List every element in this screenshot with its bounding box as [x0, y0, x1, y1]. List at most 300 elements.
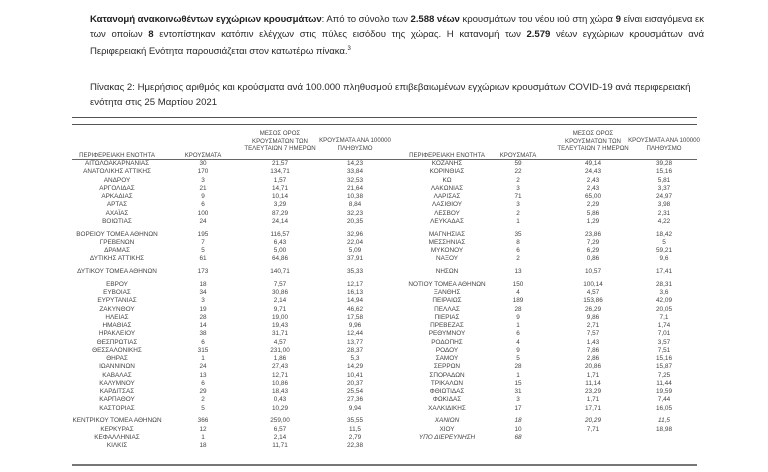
- cell-unit: ΔΥΤΙΚΟΥ ΤΟΜΕΑ ΑΘΗΝΩΝ: [77, 268, 157, 276]
- cell-unit: ΞΑΝΘΗΣ: [433, 289, 461, 297]
- cell-cases: 13: [199, 371, 207, 379]
- cell-unit: ΚΑΛΥΜΝΟΥ: [99, 379, 135, 387]
- cell-cases: 22: [514, 168, 522, 176]
- cell-cases: 2: [516, 176, 520, 184]
- cell-per100k: 2,31: [657, 209, 671, 217]
- cell-avg7: 116,57: [270, 230, 290, 238]
- header-per100k-line1: ΚΡΟΥΣΜΑΤΑ ΑΝΑ 100000: [319, 137, 391, 144]
- header-avg7-line2: ΚΡΟΥΣΜΑΤΩΝ ΤΩΝ: [252, 137, 308, 145]
- cell-cases: 9: [201, 193, 205, 200]
- cell-avg7: 1,43: [586, 338, 600, 346]
- cell-avg7: 2,86: [586, 355, 600, 363]
- header-per100k-line2: ΠΛΗΘΥΣΜΟ: [337, 144, 373, 152]
- cell-unit: ΒΟΙΩΤΙΑΣ: [102, 217, 132, 225]
- cell-avg7: 12,71: [272, 371, 288, 379]
- cell-avg7: 6,43: [273, 238, 287, 246]
- cell-per100k: 3,98: [657, 201, 671, 209]
- cell-unit: ΣΕΡΡΩΝ: [433, 363, 461, 371]
- cell-cases: 2: [516, 209, 520, 217]
- cell-per100k: 7,25: [657, 371, 671, 379]
- cell-unit: ΛΕΣΒΟΥ: [434, 209, 460, 217]
- cell-per100k: 9,6: [659, 255, 669, 263]
- cell-unit: ΚΟΖΑΝΗΣ: [431, 160, 463, 167]
- header-cases-left: ΚΡΟΥΣΜΑΤΑ: [184, 152, 222, 159]
- cell-unit: ΝΟΤΙΟΥ ΤΟΜΕΑ ΑΘΗΝΩΝ: [408, 280, 486, 288]
- cell-unit: ΦΩΚΙΔΑΣ: [432, 396, 462, 404]
- cell-cases: 1: [516, 371, 520, 379]
- cell-unit: ΘΗΡΑΣ: [106, 355, 128, 363]
- cell-per100k: 37,91: [347, 255, 363, 263]
- cell-unit: ΤΡΙΚΑΛΩΝ: [430, 379, 464, 387]
- cell-unit: ΚΩ: [442, 176, 452, 184]
- cell-unit: ΧΑΝΙΩΝ: [434, 417, 460, 425]
- cell-unit: ΛΑΣΙΘΙΟΥ: [431, 201, 463, 209]
- cell-unit: ΗΜΑΘΙΑΣ: [102, 322, 132, 330]
- cell-unit: ΜΥΚΟΝΟΥ: [430, 247, 464, 255]
- cell-avg7: 10,29: [272, 404, 288, 412]
- cell-unit: ΠΕΙΡΑΙΩΣ: [432, 297, 462, 305]
- cell-per100k: 42,09: [656, 297, 672, 305]
- imported-cases: 9: [615, 14, 621, 25]
- table-row: [0, 434, 768, 442]
- header-unit-left: ΠΕΡΙΦΕΡΕΙΑΚΗ ΕΝΟΤΗΤΑ: [79, 152, 155, 159]
- cell-avg7: 4,57: [586, 289, 600, 297]
- table-row: [0, 255, 768, 263]
- cell-avg7: 19,43: [272, 322, 288, 330]
- header-per100k-left: [305, 137, 405, 152]
- header-per100k-right: [614, 137, 714, 152]
- cell-per100k: 9,94: [348, 404, 362, 412]
- cell-unit: ΖΑΚΥΝΘΟΥ: [99, 305, 135, 313]
- cell-unit: ΑΡΤΑΣ: [106, 201, 128, 209]
- cell-avg7: 2,14: [273, 433, 287, 441]
- cell-avg7: 18,43: [272, 388, 288, 396]
- cell-unit: ΛΕΥΚΑΔΑΣ: [430, 217, 464, 225]
- table-row: [0, 168, 768, 176]
- cell-cases: 6: [201, 338, 205, 346]
- total-new-cases: 2.588 νέων: [410, 14, 460, 25]
- table-row: [0, 426, 768, 434]
- intro-text-1: : Από το σύνολο των: [321, 14, 411, 25]
- cell-cases: 1: [201, 355, 205, 363]
- cell-avg7: 10,86: [272, 379, 288, 387]
- intro-text-2: κρουσμάτων του νέου ιού στη χώρα: [459, 14, 616, 25]
- cell-avg7: 7,29: [586, 238, 600, 246]
- cell-avg7: 153,86: [583, 297, 603, 305]
- cell-per100k: 7,51: [657, 346, 671, 354]
- cell-unit: ΣΠΟΡΑΔΩΝ: [429, 371, 465, 379]
- cell-cases: 315: [197, 346, 209, 354]
- cell-cases: 6: [516, 330, 520, 338]
- cell-cases: 3: [516, 184, 520, 192]
- cell-per100k: 1,74: [657, 322, 671, 330]
- table-row: [0, 330, 768, 338]
- cell-unit: ΧΙΟΥ: [439, 425, 455, 433]
- table-row: [0, 363, 768, 371]
- cell-cases: 195: [197, 230, 209, 238]
- cell-per100k: 16,05: [656, 404, 672, 412]
- cell-avg7: 65,00: [585, 193, 601, 200]
- table-row: [0, 201, 768, 209]
- cell-avg7: 17,71: [585, 404, 601, 412]
- cell-avg7: 5,00: [273, 247, 287, 255]
- cell-cases: 170: [197, 168, 209, 176]
- cell-unit: ΑΡΚΑΔΙΑΣ: [101, 193, 133, 200]
- cell-cases: 28: [199, 313, 207, 321]
- cell-avg7: 231,00: [270, 346, 290, 354]
- cell-cases: 29: [199, 388, 207, 396]
- cell-avg7: 1,57: [273, 176, 287, 184]
- cell-avg7: 3,29: [273, 201, 287, 209]
- cell-cases: 1: [201, 433, 205, 441]
- cell-per100k: 15,16: [656, 168, 672, 176]
- border-cases: 8: [148, 29, 154, 40]
- cell-unit: ΑΧΑΪΑΣ: [105, 209, 129, 217]
- cell-per100k: 8,84: [348, 201, 362, 209]
- cell-cases: 2: [201, 396, 205, 404]
- cell-cases: 30: [199, 160, 207, 167]
- cell-per100k: 11,5: [658, 417, 670, 425]
- cell-unit: ΛΑΚΩΝΙΑΣ: [430, 184, 464, 192]
- cell-cases: 59: [514, 160, 522, 167]
- cell-avg7: 87,29: [272, 209, 288, 217]
- table-row: [0, 268, 768, 276]
- cell-cases: 100: [197, 209, 209, 217]
- header-avg7-line1: ΜΕΣΟΣ ΟΡΟΣ: [572, 130, 614, 137]
- cell-per100k: 20,05: [656, 305, 672, 313]
- cell-cases: 61: [199, 255, 207, 263]
- cell-unit: ΚΕΦΑΛΛΗΝΙΑΣ: [94, 433, 140, 441]
- cell-per100k: 5,09: [348, 247, 362, 255]
- cell-avg7: 24,43: [585, 168, 601, 176]
- table-row: [0, 339, 768, 347]
- cell-unit: ΜΑΓΝΗΣΙΑΣ: [428, 230, 466, 238]
- cell-per100k: 25,54: [347, 388, 363, 396]
- header-avg7-line1: ΜΕΣΟΣ ΟΡΟΣ: [259, 130, 301, 137]
- cell-per100k: 7,01: [657, 330, 671, 338]
- cell-unit: ΗΛΕΙΑΣ: [105, 313, 129, 321]
- cell-cases: 10: [514, 425, 522, 433]
- header-avg7-line3: ΤΕΛΕΥΤΑΙΩΝ 7 ΗΜΕΡΩΝ: [557, 145, 629, 153]
- table-row: [0, 281, 768, 289]
- table-bottom-rule: [72, 464, 697, 466]
- cell-unit: ΡΟΔΟΥ: [435, 346, 459, 354]
- cell-avg7: 9,86: [586, 313, 600, 321]
- cell-avg7: 10,14: [272, 193, 288, 200]
- cell-avg7: 7,71: [586, 425, 600, 433]
- table-row: [0, 297, 768, 305]
- footnote-ref[interactable]: 3: [347, 46, 351, 52]
- table-row: [0, 314, 768, 322]
- cell-unit: ΡΕΘΥΜΝΟΥ: [428, 330, 466, 338]
- cell-cases: 150: [512, 280, 524, 288]
- cell-cases: 366: [197, 417, 209, 425]
- intro-text-4: εντοπίστηκαν κατόπιν ελέγχων στις πύλες εισόδου της χώρας. Η κατανομή των: [153, 29, 527, 40]
- domestic-cases: 2.579: [526, 29, 551, 40]
- cell-cases: 6: [516, 247, 520, 255]
- intro-text-3: είναι εισαγόμενα εκ των οποίων: [90, 14, 704, 40]
- cell-avg7: 2,43: [586, 184, 600, 192]
- header-per100k-line1: ΚΡΟΥΣΜΑΤΑ ΑΝΑ 100000: [628, 137, 700, 144]
- cell-avg7: 21,57: [272, 160, 288, 167]
- cell-cases: 12: [199, 425, 207, 433]
- cell-avg7: 134,71: [270, 168, 290, 176]
- cell-per100k: 35,55: [347, 417, 363, 425]
- cell-unit: ΥΠΟ ΔΙΕΡΕΥΝΗΣΗ: [418, 433, 476, 441]
- table-row: [0, 306, 768, 314]
- cell-per100k: 3,57: [657, 338, 671, 346]
- cell-unit: ΚΕΝΤΡΙΚΟΥ ΤΟΜΕΑ ΑΘΗΝΩΝ: [72, 417, 162, 425]
- cell-avg7: 140,71: [270, 268, 290, 276]
- cell-avg7: 31,71: [272, 330, 288, 338]
- cell-avg7: 2,71: [586, 322, 600, 330]
- cell-unit: ΛΑΡΙΣΑΣ: [433, 193, 461, 200]
- cell-avg7: 11,71: [272, 442, 288, 450]
- cell-cases: 21: [199, 184, 207, 192]
- cell-avg7: 2,29: [586, 201, 600, 209]
- cell-unit: ΕΒΡΟΥ: [106, 280, 128, 288]
- cell-cases: 7: [201, 238, 205, 246]
- cell-unit: ΔΡΑΜΑΣ: [104, 247, 130, 255]
- cell-unit: ΑΙΤΩΛΟΑΚΑΡΝΑΝΙΑΣ: [84, 160, 150, 167]
- cell-unit: ΡΟΔΟΠΗΣ: [431, 338, 463, 346]
- cell-unit: ΠΙΕΡΙΑΣ: [434, 313, 460, 321]
- cell-unit: ΚΕΡΚΥΡΑΣ: [100, 425, 134, 433]
- intro-lead: Κατανομή ανακοινωθέντων εγχώριων κρουσμάτων: [90, 14, 322, 25]
- cell-unit: ΝΗΣΩΝ: [435, 268, 459, 276]
- cell-per100k: 4,22: [657, 217, 671, 225]
- cell-cases: 1: [516, 322, 520, 330]
- cell-per100k: 7,1: [659, 313, 669, 321]
- cell-unit: ΠΡΕΒΕΖΑΣ: [430, 322, 464, 330]
- cell-cases: 31: [514, 388, 522, 396]
- table-row: [0, 372, 768, 380]
- cell-unit: ΘΕΣΠΡΩΤΙΑΣ: [96, 338, 138, 346]
- cell-unit: ΔΥΤΙΚΗΣ ΑΤΤΙΚΗΣ: [89, 255, 145, 263]
- cell-per100k: 35,33: [347, 268, 363, 276]
- cell-avg7: 7,57: [586, 330, 600, 338]
- cell-per100k: 32,96: [347, 230, 363, 238]
- header-unit-right: ΠΕΡΙΦΕΡΕΙΑΚΗ ΕΝΟΤΗΤΑ: [409, 152, 485, 159]
- table-row: [0, 347, 768, 355]
- cell-cases: 19: [199, 305, 207, 313]
- intro-text-5: νέων εγχώριων κρουσμάτων ανά Περιφερειακή Ενότητα παρουσιάζεται στον κατωτέρω πίνακα.: [90, 29, 704, 58]
- cell-cases: 14: [199, 322, 207, 330]
- cell-avg7: 24,14: [272, 217, 288, 225]
- cell-unit: ΝΑΞΟΥ: [435, 255, 459, 263]
- cell-per100k: 14,29: [347, 363, 363, 371]
- cell-cases: 18: [514, 417, 522, 425]
- cell-cases: 6: [201, 201, 205, 209]
- cell-avg7: 1,71: [586, 371, 600, 379]
- cell-per100k: 3,37: [657, 184, 671, 192]
- table-row: [0, 396, 768, 404]
- cell-per100k: 24,97: [656, 193, 672, 200]
- cell-per100k: 3,6: [659, 289, 669, 297]
- cell-avg7: 27,43: [272, 363, 288, 371]
- cell-cases: 38: [199, 330, 207, 338]
- cell-avg7: 0,86: [586, 255, 600, 263]
- cell-cases: 8: [516, 238, 520, 246]
- cell-per100k: 13,77: [347, 338, 363, 346]
- cell-unit: ΚΑΡΠΑΘΟΥ: [99, 396, 135, 404]
- cell-avg7: 11,14: [585, 379, 601, 387]
- cell-unit: ΘΕΣΣΑΛΟΝΙΚΗΣ: [92, 346, 142, 354]
- cell-unit: ΠΕΛΛΑΣ: [434, 305, 460, 313]
- cell-per100k: 11,44: [656, 379, 672, 387]
- cell-per100k: 59,21: [656, 247, 672, 255]
- cell-avg7: 19,00: [272, 313, 288, 321]
- cell-unit: ΚΙΛΚΙΣ: [106, 442, 128, 450]
- cell-avg7: 1,71: [586, 396, 600, 404]
- cell-avg7: 6,29: [586, 247, 600, 255]
- table-row: [0, 231, 768, 239]
- cell-per100k: 22,38: [347, 442, 363, 450]
- cell-per100k: 22,04: [347, 238, 363, 246]
- cell-per100k: 11,5: [349, 425, 361, 433]
- cell-per100k: 7,44: [657, 396, 671, 404]
- cell-cases: 35: [514, 230, 522, 238]
- table-row: [0, 289, 768, 297]
- cell-unit: ΕΥΡΥΤΑΝΙΑΣ: [97, 297, 137, 305]
- cell-per100k: 20,37: [347, 379, 363, 387]
- cell-unit: ΚΑΣΤΟΡΙΑΣ: [99, 404, 135, 412]
- cell-avg7: 2,14: [273, 297, 287, 305]
- cell-unit: ΒΟΡΕΙΟΥ ΤΟΜΕΑ ΑΘΗΝΩΝ: [76, 230, 158, 238]
- cell-avg7: 49,14: [585, 160, 601, 167]
- cell-avg7: 7,57: [273, 280, 287, 288]
- cell-per100k: 5,3: [350, 355, 360, 363]
- cell-avg7: 6,57: [273, 425, 287, 433]
- cell-per100k: 10,41: [347, 371, 363, 379]
- cell-unit: ΜΕΣΣΗΝΙΑΣ: [428, 238, 466, 246]
- cell-cases: 18: [199, 280, 207, 288]
- table-row: [0, 388, 768, 396]
- table-row: [0, 218, 768, 226]
- cell-cases: 28: [514, 305, 522, 313]
- cell-unit: ΑΡΓΟΛΙΔΑΣ: [99, 184, 135, 192]
- cell-cases: 5: [201, 247, 205, 255]
- cell-unit: ΓΡΕΒΕΝΩΝ: [99, 238, 135, 246]
- cell-avg7: 5,86: [586, 209, 600, 217]
- cell-per100k: 28,31: [656, 280, 672, 288]
- cell-per100k: 18,42: [656, 230, 672, 238]
- table-caption: Πίνακας 2: Ημερήσιος αριθμός και κρούσματα ανά 100.000 πληθυσμού επιβεβαιωμένων εγχώριων κρουσμάτων COVID-19 ανά περιφερειακή ενότητα στις 25 Μαρτίου 2021: [90, 82, 691, 108]
- cell-cases: 173: [197, 268, 209, 276]
- cell-per100k: 33,84: [347, 168, 363, 176]
- table-row: [0, 247, 768, 255]
- cell-per100k: 32,53: [347, 176, 363, 184]
- cell-cases: 34: [199, 289, 207, 297]
- cell-unit: ΚΑΒΑΛΑΣ: [102, 371, 132, 379]
- cell-avg7: 7,86: [586, 346, 600, 354]
- table-row: [0, 210, 768, 218]
- table-row: [0, 185, 768, 193]
- cell-cases: 13: [514, 268, 522, 276]
- cell-per100k: 21,64: [347, 184, 363, 192]
- cell-per100k: 15,16: [656, 355, 672, 363]
- table-row: [0, 442, 768, 450]
- header-cases-right: ΚΡΟΥΣΜΑΤΑ: [499, 152, 537, 159]
- table-row: [0, 239, 768, 247]
- cell-unit: ΙΩΑΝΝΙΝΩΝ: [99, 363, 135, 371]
- cell-cases: 71: [514, 193, 522, 200]
- cell-cases: 3: [201, 297, 205, 305]
- cell-cases: 9: [516, 346, 520, 354]
- table-row: [0, 193, 768, 201]
- cell-cases: 18: [199, 442, 207, 450]
- cell-per100k: 16,13: [347, 289, 363, 297]
- cell-cases: 2: [516, 255, 520, 263]
- cell-per100k: 32,23: [347, 209, 363, 217]
- cell-avg7: 64,86: [272, 255, 288, 263]
- table-row: [0, 417, 768, 425]
- table-row: [0, 322, 768, 330]
- cell-unit: ΣΑΜΟΥ: [435, 355, 459, 363]
- cell-cases: 24: [199, 363, 207, 371]
- table-row: [0, 177, 768, 185]
- cell-cases: 24: [199, 217, 207, 225]
- cell-cases: 1: [516, 217, 520, 225]
- cell-cases: 5: [201, 404, 205, 412]
- cell-avg7: 20,86: [585, 363, 601, 371]
- cell-per100k: 27,36: [347, 396, 363, 404]
- cell-cases: 17: [514, 404, 522, 412]
- cell-per100k: 5,81: [657, 176, 671, 184]
- cell-unit: ΚΑΡΔΙΤΣΑΣ: [99, 388, 135, 396]
- table-row: [0, 405, 768, 413]
- cell-avg7: 20,29: [585, 417, 601, 425]
- cell-per100k: 14,94: [347, 297, 363, 305]
- header-avg7-line3: ΤΕΛΕΥΤΑΙΩΝ 7 ΗΜΕΡΩΝ: [244, 145, 316, 153]
- cell-cases: 189: [512, 297, 524, 305]
- cell-unit: ΧΑΛΚΙΔΙΚΗΣ: [428, 404, 466, 412]
- cell-avg7: 4,57: [273, 338, 287, 346]
- cell-per100k: 19,59: [656, 388, 672, 396]
- cell-avg7: 0,43: [273, 396, 287, 404]
- cell-cases: 3: [201, 176, 205, 184]
- cell-unit: ΑΝΑΤΟΛΙΚΗΣ ΑΤΤΙΚΗΣ: [83, 168, 151, 176]
- cell-unit: ΗΡΑΚΛΕΙΟΥ: [98, 330, 136, 338]
- cell-cases: 4: [516, 338, 520, 346]
- cell-cases: 3: [516, 201, 520, 209]
- cell-avg7: 2,43: [586, 176, 600, 184]
- cell-cases: 9: [516, 313, 520, 321]
- cell-cases: 68: [514, 433, 522, 441]
- cell-per100k: 20,35: [347, 217, 363, 225]
- cell-per100k: 5: [662, 238, 666, 246]
- cell-per100k: 17,41: [656, 268, 672, 276]
- table-row: [0, 355, 768, 363]
- cell-avg7: 1,29: [586, 217, 600, 225]
- cell-per100k: 14,23: [347, 160, 363, 167]
- cell-per100k: 28,37: [347, 346, 363, 354]
- header-avg7-line2: ΚΡΟΥΣΜΑΤΩΝ ΤΩΝ: [565, 137, 621, 145]
- cell-cases: 3: [516, 396, 520, 404]
- cell-cases: 6: [201, 379, 205, 387]
- cell-avg7: 30,86: [272, 289, 288, 297]
- cell-cases: 5: [516, 355, 520, 363]
- cell-per100k: 15,87: [656, 363, 672, 371]
- header-per100k-line2: ΠΛΗΘΥΣΜΟ: [646, 144, 682, 152]
- cell-avg7: 26,29: [585, 305, 601, 313]
- cell-avg7: 1,86: [273, 355, 287, 363]
- cell-avg7: 9,71: [273, 305, 287, 313]
- cell-per100k: 46,62: [347, 305, 363, 313]
- table-row: [0, 380, 768, 388]
- cell-per100k: 17,58: [347, 313, 363, 321]
- cell-cases: 15: [514, 379, 522, 387]
